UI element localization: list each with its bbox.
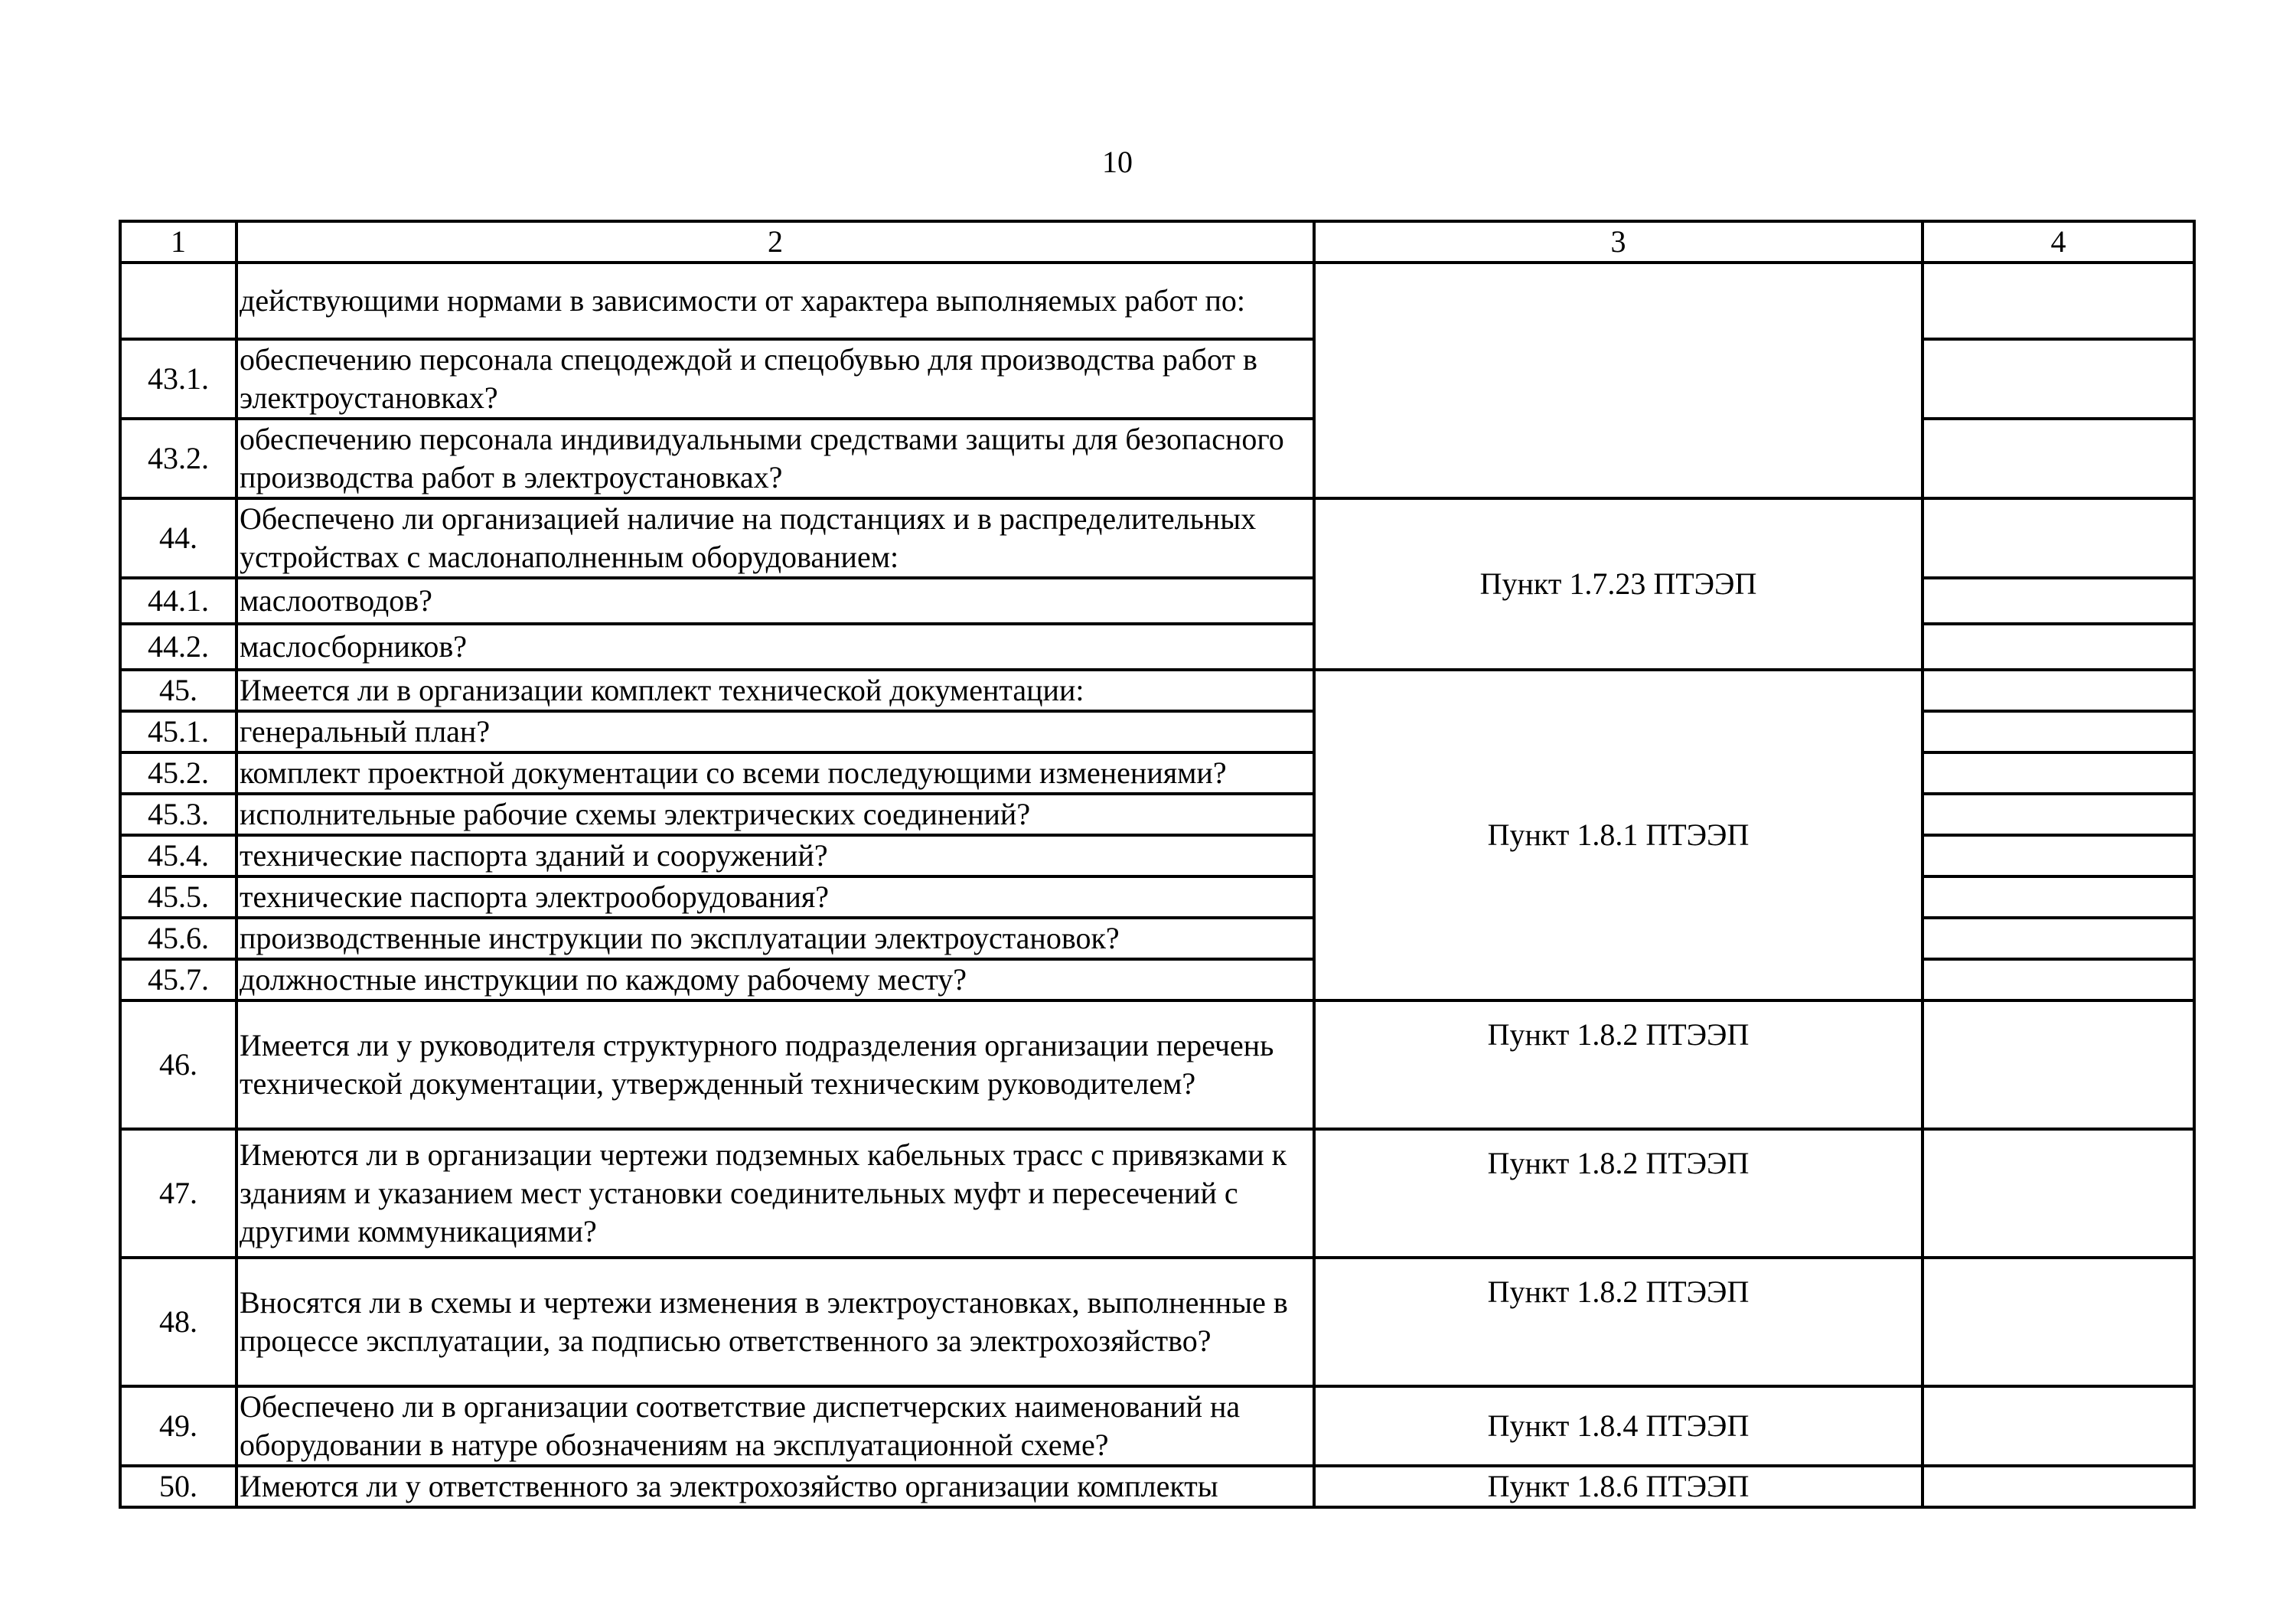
item-question: обеспечению персонала спецодеждой и спецобувью для производства работ в электроустановках?: [236, 339, 1314, 419]
item-check-cell: [1923, 1258, 2194, 1386]
page-number: 10: [1102, 145, 1133, 179]
item-check-cell: [1923, 578, 2194, 624]
item-reference: Пункт 1.8.4 ПТЭЭП: [1314, 1386, 1923, 1466]
item-number: 45.: [120, 670, 236, 711]
item-check-cell: [1923, 624, 2194, 670]
item-number: 45.7.: [120, 959, 236, 1000]
table-row: [120, 1386, 2194, 1466]
item-check-cell: [1923, 918, 2194, 959]
item-number: 45.1.: [120, 711, 236, 752]
item-question: Имеется ли у руководителя структурного подразделения организации перечень технической документации, утвержденный техническим руководителем?: [236, 1000, 1314, 1129]
item-reference: Пункт 1.8.2 ПТЭЭП: [1314, 1258, 1923, 1386]
item-number: 45.5.: [120, 876, 236, 918]
table-row: [120, 1129, 2194, 1258]
item-number: 45.3.: [120, 794, 236, 835]
item-number: 46.: [120, 1000, 236, 1129]
item-check-cell: [1923, 752, 2194, 794]
item-number: 45.2.: [120, 752, 236, 794]
item-number: 44.1.: [120, 578, 236, 624]
item-question: технические паспорта электрооборудования?: [236, 876, 1314, 918]
item-check-cell: [1923, 498, 2194, 578]
item-question: технические паспорта зданий и сооружений?: [236, 835, 1314, 876]
table-row: [120, 498, 2194, 578]
item-number: 50.: [120, 1466, 236, 1507]
column-header-4: 4: [1923, 221, 2194, 263]
item-check-cell: [1923, 419, 2194, 498]
item-question: Имеются ли у ответственного за электрохозяйство организации комплекты: [236, 1466, 1314, 1507]
item-question: обеспечению персонала индивидуальными средствами защиты для безопасного производства работ в электроустановках?: [236, 419, 1314, 498]
item-question: Имеются ли в организации чертежи подземных кабельных трасс с привязками к зданиям и указанием мест установки соединительных муфт и пересечений с другими коммуникациями?: [236, 1129, 1314, 1258]
table-row: [120, 263, 2194, 339]
column-header-2: 2: [236, 221, 1314, 263]
item-question: Обеспечено ли в организации соответствие диспетчерских наименований на оборудовании в натуре обозначениям на эксплуатационной схеме?: [236, 1386, 1314, 1466]
item-question: маслосборников?: [236, 624, 1314, 670]
item-reference: Пункт 1.8.6 ПТЭЭП: [1314, 1466, 1923, 1507]
item-number: 43.2.: [120, 419, 236, 498]
item-question: генеральный план?: [236, 711, 1314, 752]
table-row: [120, 1258, 2194, 1386]
item-number: 47.: [120, 1129, 236, 1258]
item-check-cell: [1923, 1466, 2194, 1507]
item-number: 43.1.: [120, 339, 236, 419]
item-check-cell: [1923, 835, 2194, 876]
item-question: производственные инструкции по эксплуатации электроустановок?: [236, 918, 1314, 959]
item-question: комплект проектной документации со всеми последующими изменениями?: [236, 752, 1314, 794]
item-number: 45.4.: [120, 835, 236, 876]
item-question: Вносятся ли в схемы и чертежи изменения в электроустановках, выполненные в процессе эксплуатации, за подписью ответственного за электрохозяйство?: [236, 1258, 1314, 1386]
item-check-cell: [1923, 1000, 2194, 1129]
item-check-cell: [1923, 1129, 2194, 1258]
item-check-cell: [1923, 670, 2194, 711]
item-reference: Пункт 1.8.1 ПТЭЭП: [1314, 670, 1923, 1000]
item-question: Имеется ли в организации комплект технической документации:: [236, 670, 1314, 711]
item-question: маслоотводов?: [236, 578, 1314, 624]
item-check-cell: [1923, 876, 2194, 918]
item-question: действующими нормами в зависимости от характера выполняемых работ по:: [236, 263, 1314, 339]
column-header-1: 1: [120, 221, 236, 263]
item-reference: Пункт 1.8.2 ПТЭЭП: [1314, 1129, 1923, 1258]
table-row: [120, 670, 2194, 711]
item-check-cell: [1923, 339, 2194, 419]
item-number: 44.2.: [120, 624, 236, 670]
header-row: [120, 221, 2194, 263]
item-check-cell: [1923, 959, 2194, 1000]
item-reference: [1314, 263, 1923, 498]
item-number: [120, 263, 236, 339]
item-reference: Пункт 1.8.2 ПТЭЭП: [1314, 1000, 1923, 1129]
item-question: исполнительные рабочие схемы электрических соединений?: [236, 794, 1314, 835]
item-number: 45.6.: [120, 918, 236, 959]
table-row: [120, 1000, 2194, 1129]
item-check-cell: [1923, 794, 2194, 835]
item-check-cell: [1923, 711, 2194, 752]
item-check-cell: [1923, 263, 2194, 339]
item-number: 48.: [120, 1258, 236, 1386]
checklist-table: [119, 220, 2196, 1509]
item-check-cell: [1923, 1386, 2194, 1466]
table-row: [120, 1466, 2194, 1507]
item-number: 44.: [120, 498, 236, 578]
item-reference: Пункт 1.7.23 ПТЭЭП: [1314, 498, 1923, 670]
column-header-3: 3: [1314, 221, 1923, 263]
item-number: 49.: [120, 1386, 236, 1466]
item-question: Обеспечено ли организацией наличие на подстанциях и в распределительных устройствах с маслонаполненным оборудованием:: [236, 498, 1314, 578]
item-question: должностные инструкции по каждому рабочему месту?: [236, 959, 1314, 1000]
